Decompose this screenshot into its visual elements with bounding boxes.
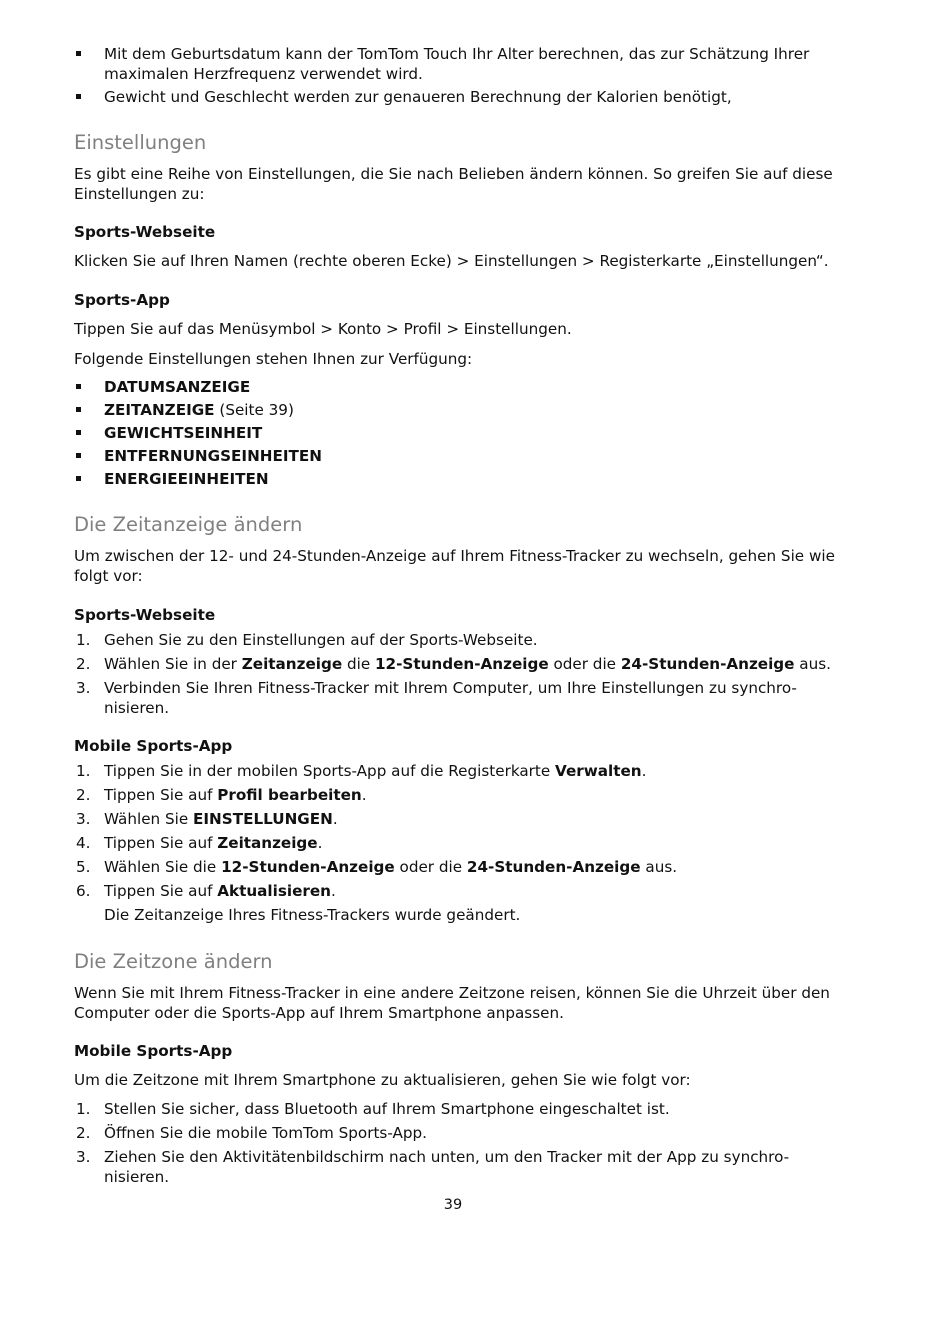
paragraph: Um die Zeitzone mit Ihrem Smartphone zu aktualisieren, gehen Sie wie folgt vor: [74, 1071, 691, 1089]
intro-bullet-list [74, 44, 844, 107]
zeitzone-steps-list [74, 1099, 844, 1187]
paragraph: Um zwischen der 12- und 24-Stunden-Anzeige auf Ihrem Fitness-Tracker zu wechseln, gehen Sie wie folgt vor: [74, 547, 835, 585]
paragraph: Tippen Sie auf das Menüsymbol > Konto > Profil > Einstellungen. [74, 320, 572, 338]
setting-link-entfernungseinheiten[interactable]: ENTFERNUNGSEINHEITEN [104, 447, 322, 465]
section-heading-einstellungen: Einstellungen [74, 131, 207, 154]
paragraph: Klicken Sie auf Ihren Namen (rechte oberen Ecke) > Einstellungen > Registerkarte „Einstellungen“. [74, 252, 829, 270]
subheading-mobile-sports-app: Mobile Sports-App [74, 737, 233, 755]
list-item: 5. Wählen Sie die 12-Stunden-Anzeige oder die 24-Stunden-Anzeige aus. [76, 858, 678, 876]
list-item: 1. Tippen Sie in der mobilen Sports-App auf die Registerkarte Verwalten. [76, 762, 647, 780]
paragraph: Folgende Einstellungen stehen Ihnen zur Verfügung: [74, 350, 473, 368]
list-item: 3. Wählen Sie EINSTELLUNGEN. [76, 810, 338, 828]
list-item: Gewicht und Geschlecht werden zur genaueren Berechnung der Kalorien benötigt, [74, 87, 844, 107]
setting-link-gewichtseinheit[interactable]: GEWICHTSEINHEIT [104, 424, 263, 442]
list-item: 2. Wählen Sie in der Zeitanzeige die 12-Stunden-Anzeige oder die 24-Stunden-Anzeige aus. [76, 655, 831, 673]
section-heading-zeitzone: Die Zeitzone ändern [74, 950, 273, 973]
list-item: 1. Stellen Sie sicher, dass Bluetooth auf Ihrem Smartphone eingeschaltet ist. [76, 1100, 670, 1118]
list-item [74, 469, 844, 489]
section-heading-zeitanzeige: Die Zeitanzeige ändern [74, 513, 303, 536]
subheading-sports-app: Sports-App [74, 291, 170, 309]
subheading-sports-webseite: Sports-Webseite [74, 606, 216, 624]
list-item [74, 377, 844, 397]
list-item: 4. Tippen Sie auf Zeitanzeige. [76, 834, 323, 852]
list-item: 3. Ziehen Sie den Aktivitätenbildschirm nach unten, um den Tracker mit der App zu synchro- nisieren. [76, 1148, 790, 1186]
page-content [74, 44, 844, 1187]
step-result: Die Zeitanzeige Ihres Fitness-Trackers wurde geändert. [104, 906, 521, 924]
app-steps-list [74, 761, 844, 901]
list-item [74, 446, 844, 466]
subheading-sports-webseite: Sports-Webseite [74, 223, 216, 241]
list-item: 1. Gehen Sie zu den Einstellungen auf der Sports-Webseite. [76, 631, 538, 649]
setting-link-datumsanzeige[interactable]: DATUMSANZEIGE [104, 378, 251, 396]
setting-link-zeitanzeige[interactable]: ZEITANZEIGE [104, 401, 215, 419]
list-item: 2. Öffnen Sie die mobile TomTom Sports-App. [76, 1124, 427, 1142]
web-steps-list [74, 630, 844, 718]
list-item: 3. Verbinden Sie Ihren Fitness-Tracker mit Ihrem Computer, um Ihre Einstellungen zu synchro- nisieren. [76, 679, 797, 717]
paragraph: Es gibt eine Reihe von Einstellungen, die Sie nach Belieben ändern können. So greifen Sie auf diese Einstellungen zu: [74, 165, 833, 203]
list-item: 2. Tippen Sie auf Profil bearbeiten. [76, 786, 367, 804]
list-item: 6. Tippen Sie auf Aktualisieren. [76, 882, 336, 900]
list-item [74, 423, 844, 443]
subheading-mobile-sports-app: Mobile Sports-App [74, 1042, 233, 1060]
setting-link-energieeinheiten[interactable]: ENERGIEEINHEITEN [104, 470, 269, 488]
settings-list [74, 377, 844, 489]
page-reference: (Seite 39) [214, 401, 294, 419]
paragraph: Wenn Sie mit Ihrem Fitness-Tracker in eine andere Zeitzone reisen, können Sie die Uhrzeit über den Computer oder die Sports-App auf Ihrem Smartphone anpassen. [74, 984, 830, 1022]
list-item [74, 400, 844, 420]
page-number: 39 [443, 1197, 463, 1213]
list-item: Mit dem Geburtsdatum kann der TomTom Touch Ihr Alter berechnen, das zur Schätzung Ihrer maximalen Herzfrequenz verwendet wird. [74, 44, 844, 84]
